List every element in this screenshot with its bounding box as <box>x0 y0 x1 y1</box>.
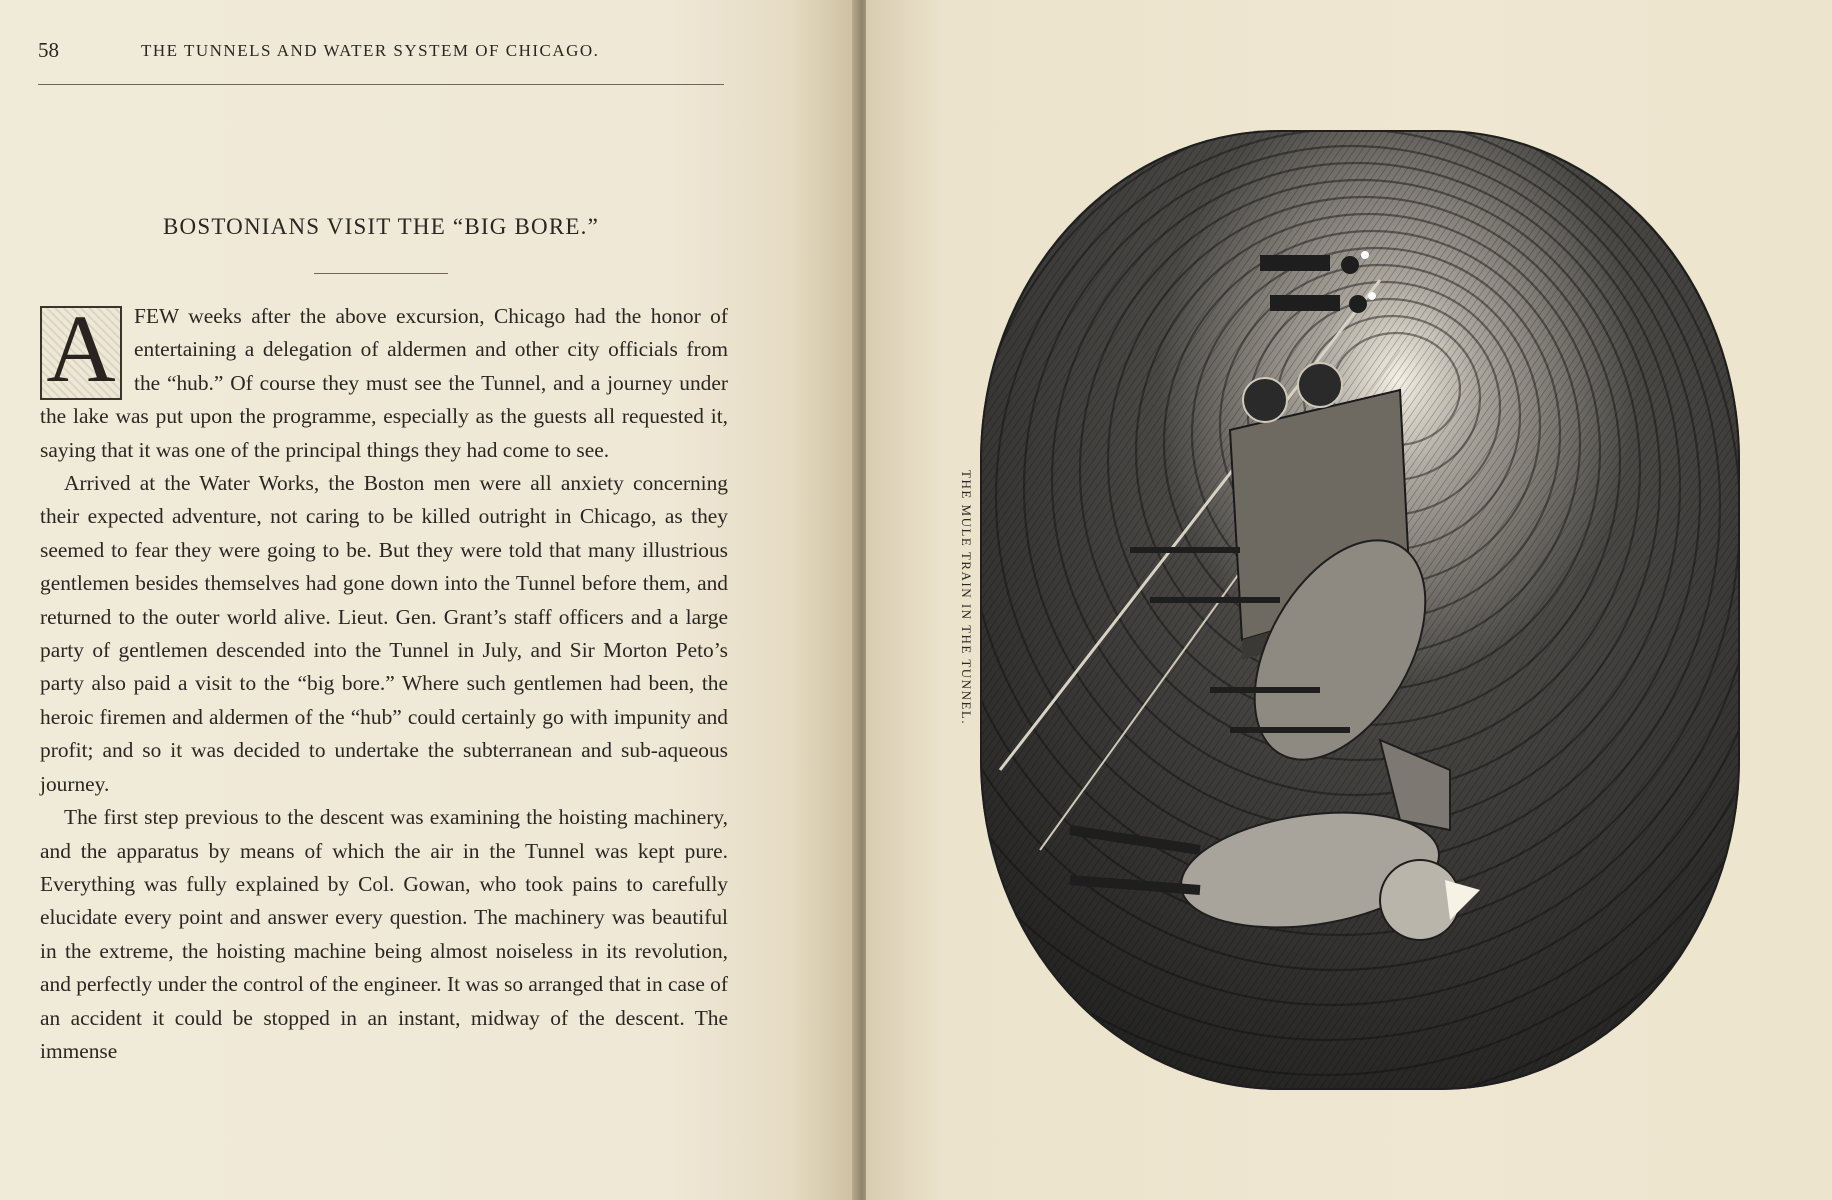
caption-container <box>958 470 978 750</box>
drop-cap: A <box>40 306 122 400</box>
running-head-title: THE TUNNELS AND WATER SYSTEM OF CHICAGO. <box>141 41 600 60</box>
running-head <box>38 38 724 68</box>
mule-train-engraving <box>980 130 1742 1090</box>
page-number: 58 <box>38 38 59 62</box>
paragraph: The first step previous to the descent was examining the hoisting machinery, and the apparatus by means of which the air in the Tunnel was kept pure. Everything was fully explained by Col. Gowan, who took pains to carefully elucidate every point and answer every question. The machinery was beautiful in the extreme, the hoisting machine being almost noiseless in its revolution, and perfectly under the control of the engineer. It was so arranged that in case of an accident it could be stopped in an instant, midway of the descent. The immense <box>40 805 728 1063</box>
title-rule <box>314 273 448 274</box>
paragraph: Arrived at the Water Works, the Boston men were all anxiety concerning their expected adventure, not caring to be killed outright in Chicago, as they seemed to fear they were going to be. But they were told that many illustrious gentlemen besides themselves had gone down into the Tunnel before them, and returned to the outer world alive. Lieut. Gen. Grant’s staff officers and a large party of gentlemen descended into the Tunnel in July, and Sir Morton Peto’s party also paid a visit to the “big bore.” Where such gentlemen had been, the heroic firemen and aldermen of the “hub” could certainly go with impunity and profit; and so it was decided to undertake the subterranean and sub-aqueous journey. <box>40 471 728 796</box>
body-text <box>40 295 728 1068</box>
illustration-caption: THE MULE TRAIN IN THE TUNNEL. <box>959 470 974 726</box>
chapter-title: BOSTONIANS VISIT THE “BIG BORE.” <box>162 214 599 239</box>
left-page <box>0 0 858 1200</box>
paragraph-text: FEW weeks after the above excursion, Chicago had the honor of entertaining a delegation of aldermen and other city officials from the “hub.” Of course they must see the Tunnel, and a journey under the lake was put upon the programme, especially as the guests all requested it, saying that it was one of the principal things they had come to see. <box>40 304 728 462</box>
paragraph <box>40 295 728 467</box>
header-rule <box>38 84 724 85</box>
